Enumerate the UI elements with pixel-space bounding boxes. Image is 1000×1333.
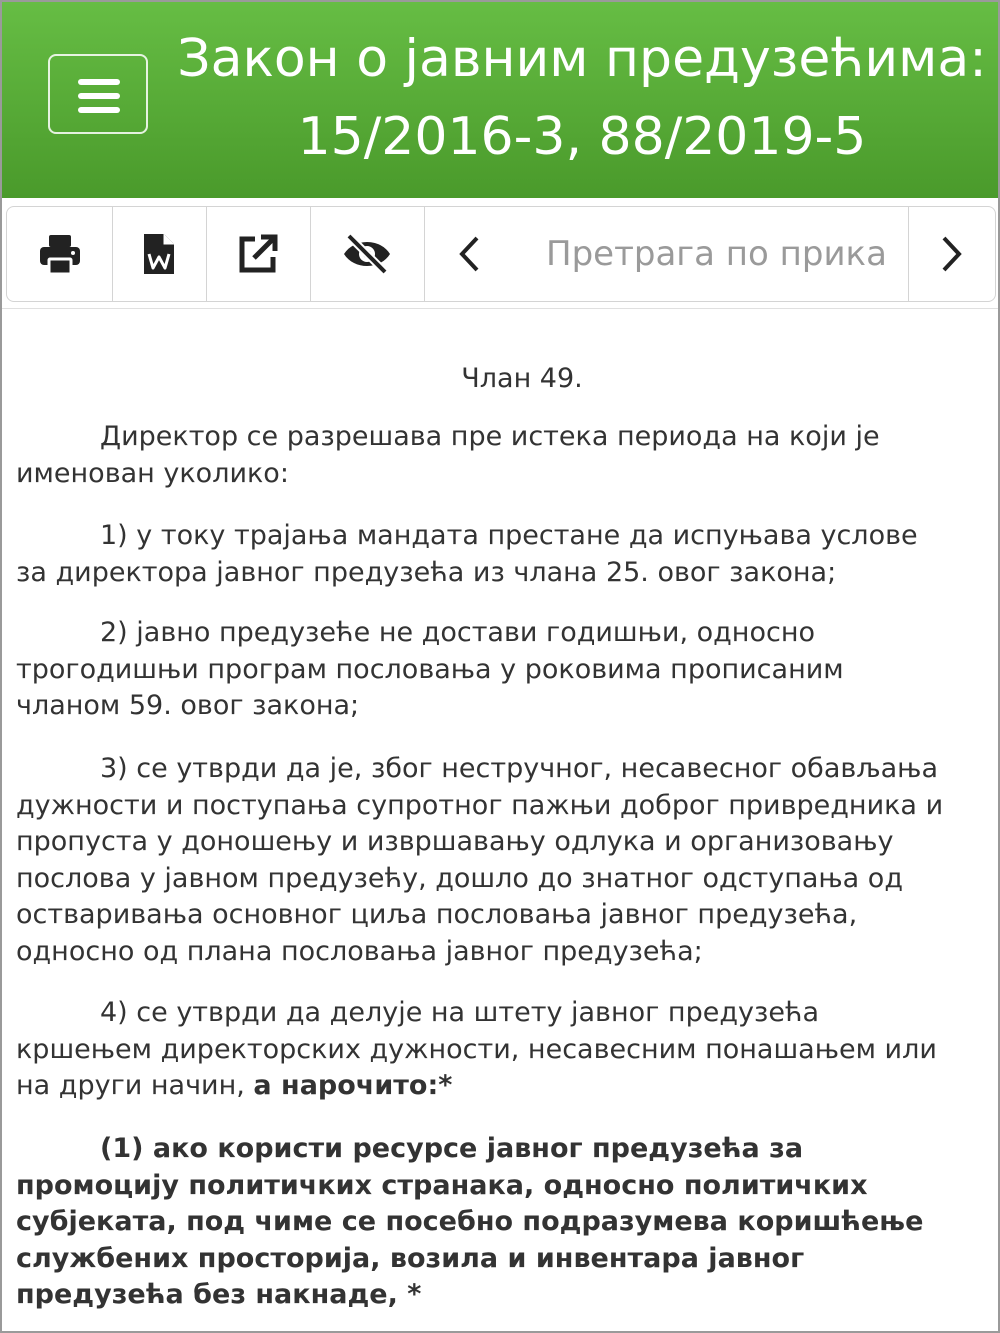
title-line-1: Закон о јавним предузећима: (177, 29, 987, 89)
menu-button[interactable] (48, 54, 148, 134)
app-header (2, 2, 998, 198)
chevron-right-icon (940, 235, 964, 273)
list-item: 2) јавно предузеће не достави годишњи, односно трогодишњи програм пословања у роковима прописаним чланом 59. овог закона; (16, 617, 844, 721)
open-external-button[interactable] (206, 207, 311, 301)
list-item: (1) ако користи ресурсе јавног предузећа за промоцију политичких странака, односно политичких субјеката, под чиме се посебно подразумева коришћење службених просторија, возила и инвентара јавног предузећа без накнаде, * (16, 1133, 924, 1310)
page-title (172, 20, 992, 176)
next-button[interactable] (909, 207, 995, 301)
title-line-2: 15/2016-3, 88/2019-5 (297, 107, 867, 167)
eye-slash-icon (341, 233, 393, 275)
print-button[interactable] (7, 207, 113, 301)
item-4-emphasis: а нарочито:* (253, 1070, 453, 1101)
search-input[interactable] (514, 207, 909, 301)
list-item: 1) у току трајања мандата престане да испуњава услове за директора јавног предузећа из члана 25. овог закона; (16, 520, 918, 588)
printer-icon (38, 232, 82, 276)
external-link-icon (237, 233, 279, 275)
toolbar (6, 206, 996, 302)
previous-button[interactable] (424, 207, 515, 301)
article-content (2, 308, 998, 1333)
word-document-icon (142, 232, 176, 276)
chevron-left-icon (457, 235, 481, 273)
word-export-button[interactable] (112, 207, 207, 301)
item-4-text: 4) се утврди да делује на штету јавног предузећа кршењем директорских дужности, несавесним понашањем или на други начин, (16, 997, 937, 1101)
hide-button[interactable] (310, 207, 425, 301)
list-item: 3) се утврди да је, због нестручног, несавесног обављања дужности и поступања супротног пажњи доброг привредника и пропуста у доношењу и извршавању одлука и организовању послова у јавном предузећу, дошло до знатног одступања од остваривања основног циља пословања јавног предузећа, односно од плана пословања јавног предузећа; (16, 753, 944, 967)
article-intro: Директор се разрешава пре истека периода на који је именован уколико: (16, 421, 880, 489)
article-title: Члан 49. (461, 363, 583, 394)
list-item (16, 995, 956, 1105)
